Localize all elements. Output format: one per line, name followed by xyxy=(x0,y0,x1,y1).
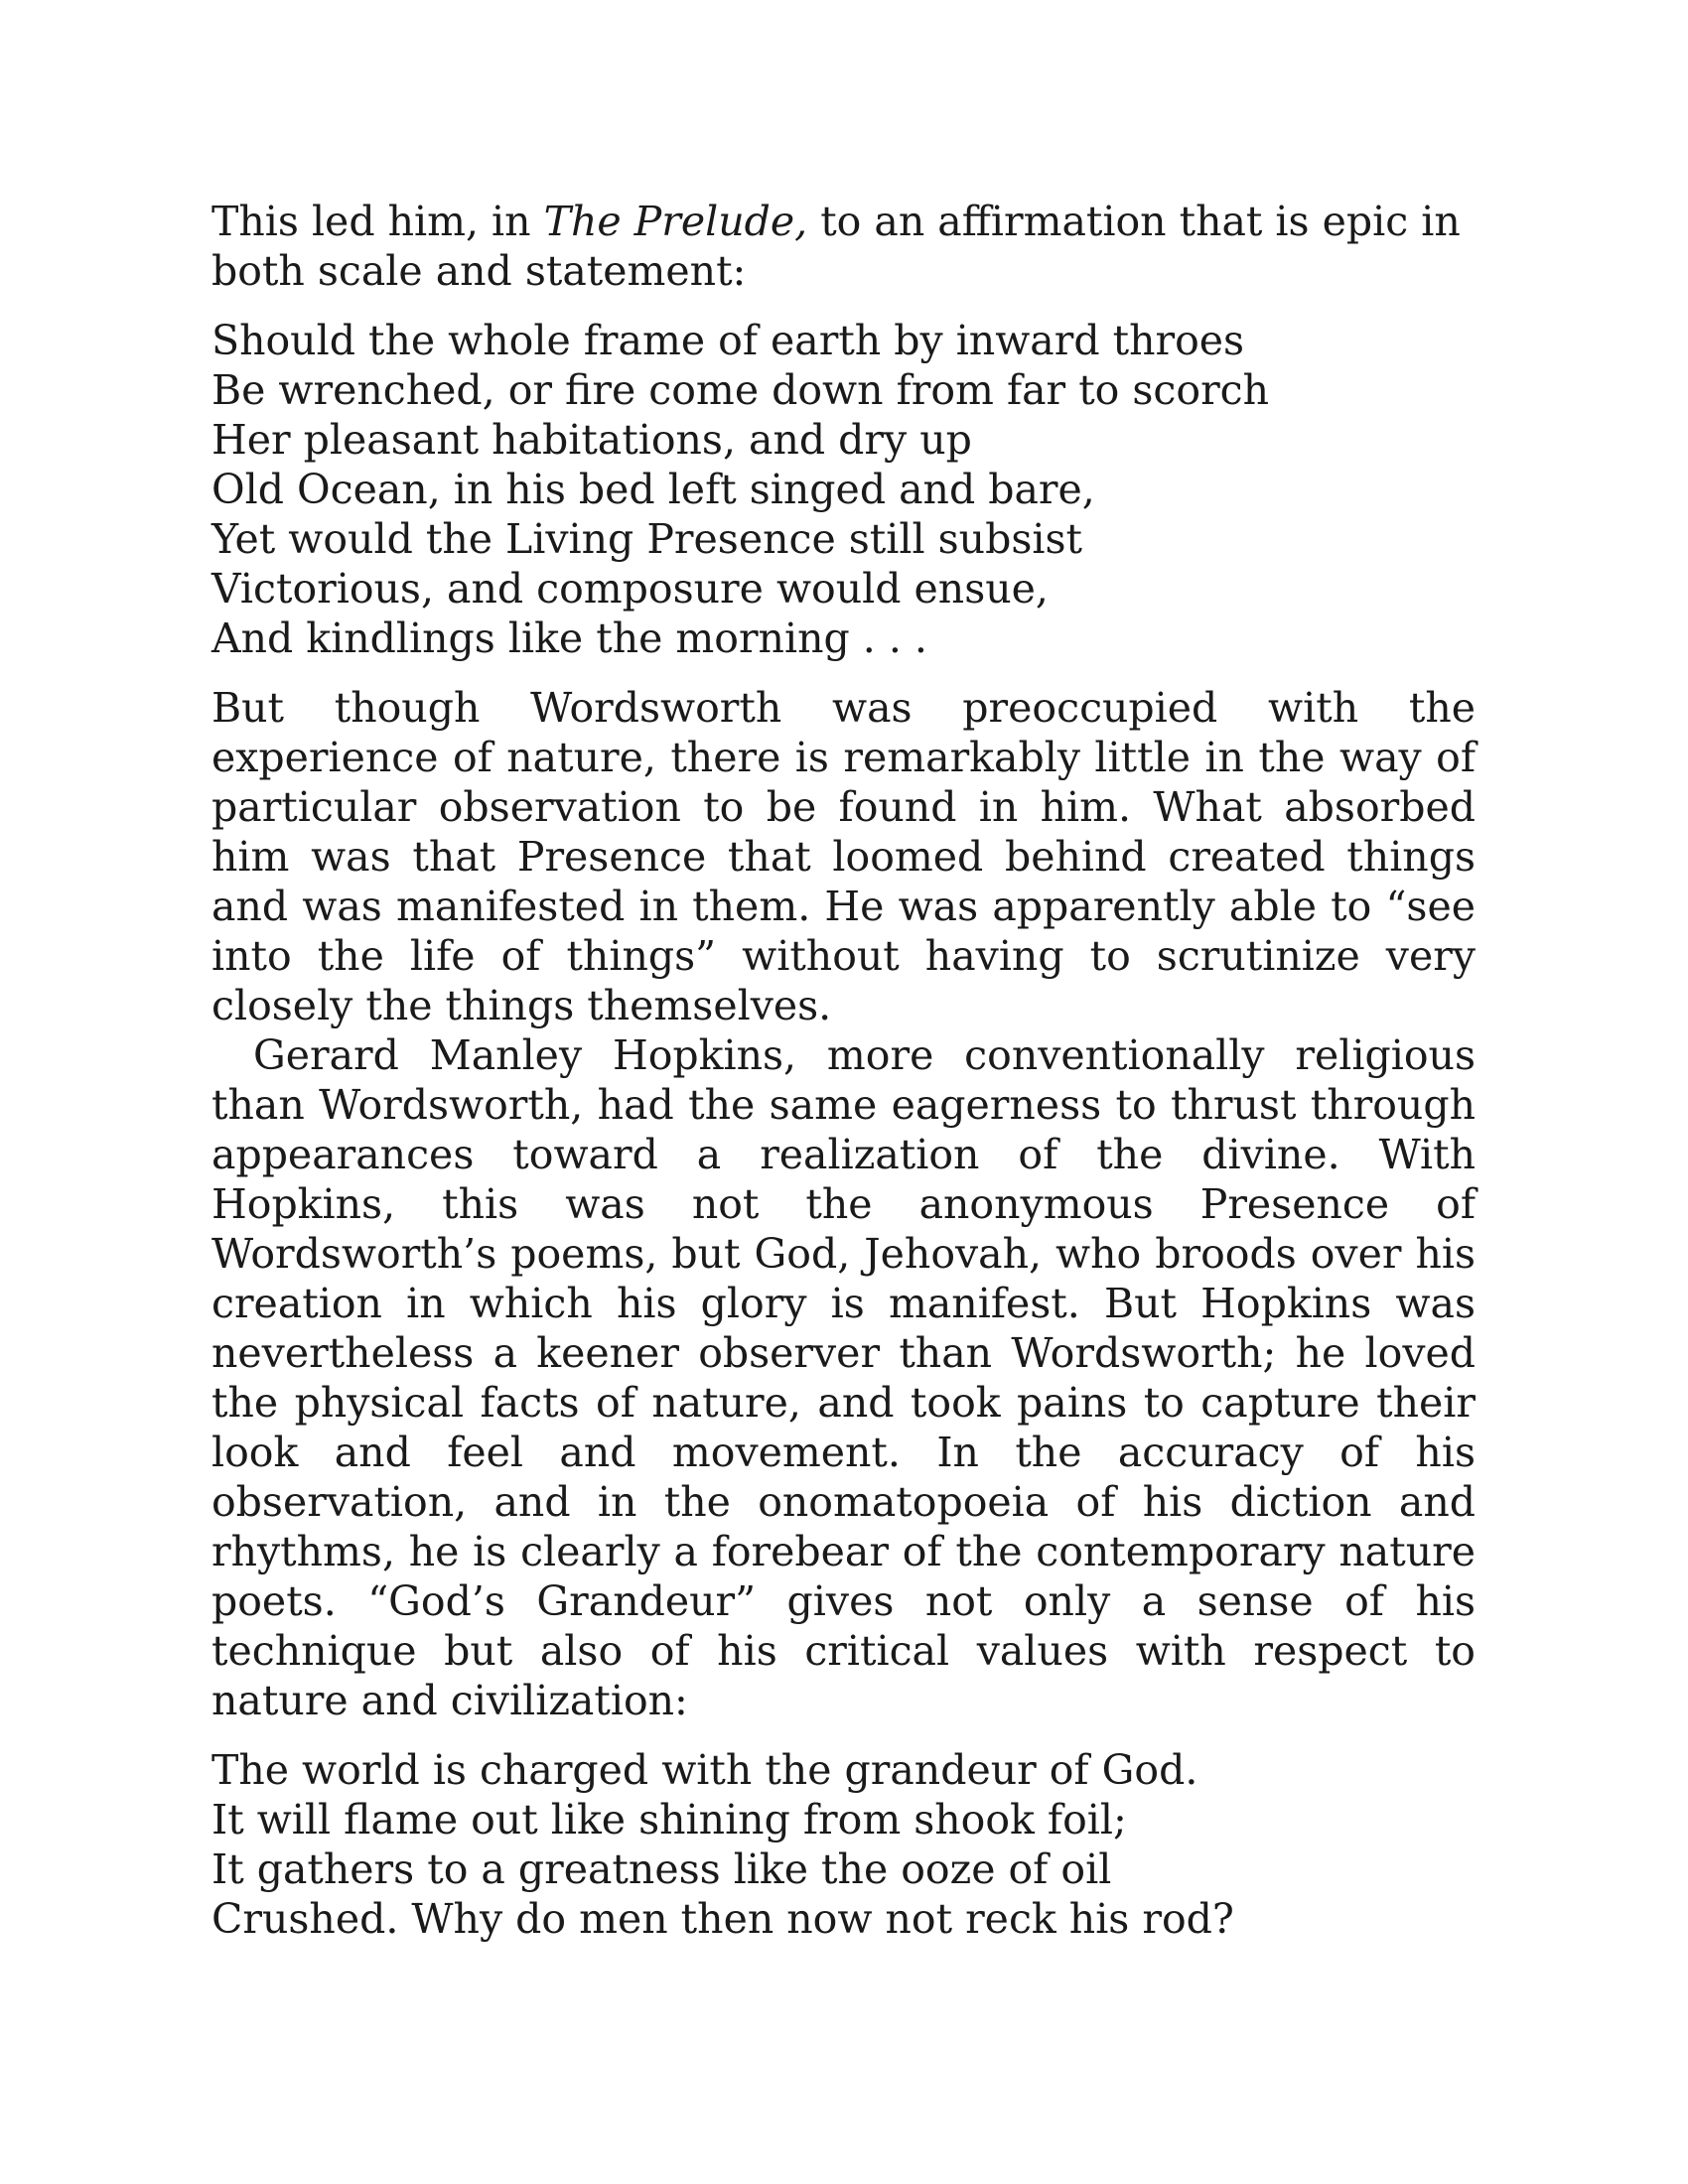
verse-line: Her pleasant habitations, and dry up xyxy=(211,416,972,464)
prelude-verse xyxy=(211,316,1476,663)
verse-line: Crushed. Why do men then now not reck his rod? xyxy=(211,1895,1234,1943)
hopkins-paragraph: Gerard Manley Hopkins, more conventionally religious than Wordsworth, had the same eagerness to thrust through appearances toward a realization of the divine. With Hopkins, this was not the anonymous Presence of Wordsworth’s poems, but God, Jehovah, who broods over his creation in which his glory is manifest. But Hopkins was nevertheless a keener observer than Wordsworth; he loved the physical facts of nature, and took pains to capture their look and feel and movement. In the accuracy of his observation, and in the onomatopoeia of his diction and rhythms, he is clearly a forebear of the contemporary nature poets. “God’s Grandeur” gives not only a sense of his technique but also of his critical values with respect to nature and civilization: xyxy=(211,1031,1476,1724)
verse-line: It will flame out like shining from shook foil; xyxy=(211,1796,1127,1843)
verse-line: Yet would the Living Presence still subsist xyxy=(211,515,1082,563)
verse-line: Old Ocean, in his bed left singed and bare, xyxy=(211,466,1095,513)
wordsworth-paragraph: But though Wordsworth was preoccupied with the experience of nature, there is remarkably little in the way of particular observation to be found in him. What absorbed him was that Presence that loomed behind created things and was manifested in them. He was apparently able to “see into the life of things” without having to scrutinize very closely the things themselves. xyxy=(211,684,1476,1029)
intro-text-after: to an affirmation that is epic in both scale and statement: xyxy=(211,198,1461,295)
intro-text-before: This led him, in xyxy=(211,198,544,245)
grandeur-verse xyxy=(211,1745,1476,1944)
verse-line: And kindlings like the morning . . . xyxy=(211,614,927,662)
verse-line: Should the whole frame of earth by inward throes xyxy=(211,317,1245,364)
intro-paragraph xyxy=(211,197,1476,296)
page-body xyxy=(211,197,1476,1964)
verse-line: Victorious, and composure would ensue, xyxy=(211,565,1049,613)
verse-line: The world is charged with the grandeur of God. xyxy=(211,1746,1198,1794)
verse-line: It gathers to a greatness like the ooze of oil xyxy=(211,1845,1112,1893)
book-title-prelude: The Prelude, xyxy=(543,198,808,245)
verse-line: Be wrenched, or fire come down from far to scorch xyxy=(211,366,1270,414)
